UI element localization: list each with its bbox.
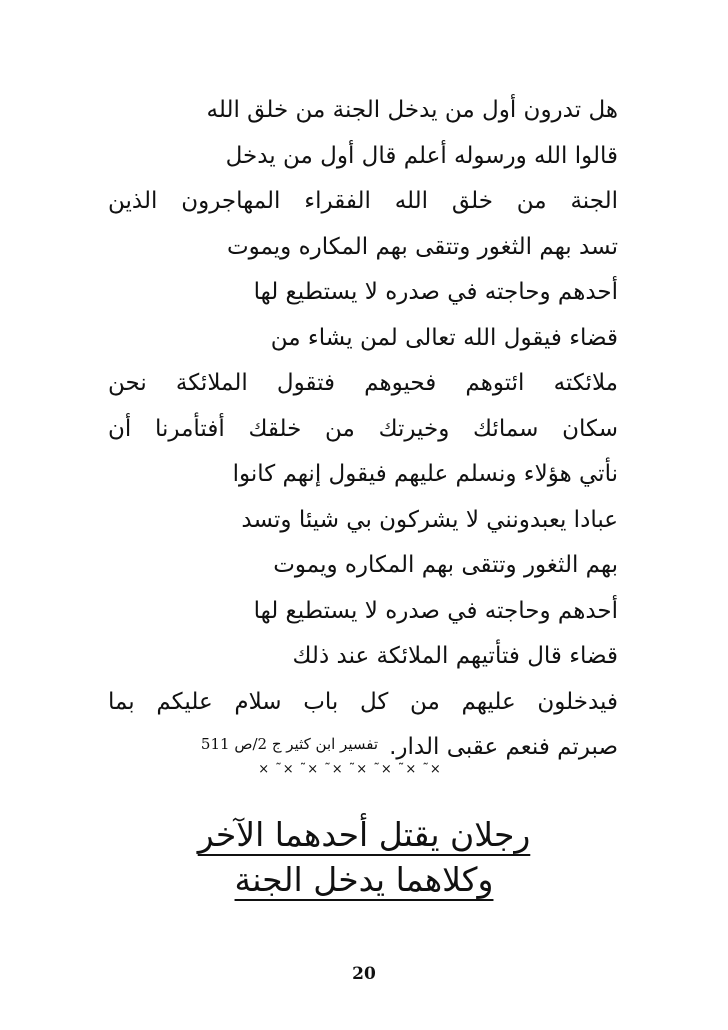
source-citation: تفسير ابن كثير ج 2/ص 511 xyxy=(200,735,378,753)
heading-text-1: رجلان يقتل أحدهما الآخر xyxy=(197,815,531,854)
text-line-7: ملائكته ائتوهم فحيوهم فتقول الملائكة نحن xyxy=(108,370,618,396)
section-heading-line-1 xyxy=(100,812,628,858)
hadith-text xyxy=(108,88,618,771)
text-line-4: تسد بهم الثغور وتتقى بهم المكاره ويموت xyxy=(226,233,618,260)
text-line-5: أحدهم وحاجته في صدره لا يستطيع لها xyxy=(253,279,618,305)
text-line-10: عبادا يعبدونني لا يشركون بي شيئا وتسد xyxy=(241,506,618,533)
text-line-12: أحدهم وحاجته في صدره لا يستطيع لها xyxy=(253,597,618,624)
text-line-9: نأتي هؤلاء ونسلم عليهم فيقول إنهم كانوا xyxy=(232,461,618,487)
text-line-15: صبرتم فنعم عقبى الدار. xyxy=(389,734,618,760)
section-divider: × ˜× ˜× ˜× ˜× ˜× ˜× ˜× xyxy=(258,762,442,777)
text-line-8: سكان سمائك وخيرتك من خلقك أفتأمرنا أن xyxy=(108,415,618,442)
text-line-2: قالوا الله ورسوله أعلم قال أول من يدخل xyxy=(225,142,618,169)
section-heading-line-2 xyxy=(100,857,628,903)
text-line-3: الجنة من خلق الله الفقراء المهاجرون الذين xyxy=(108,188,618,214)
text-line-11: بهم الثغور وتتقى بهم المكاره ويموت xyxy=(273,552,618,578)
heading-text-2: وكلاهما يدخل الجنة xyxy=(234,860,494,899)
text-line-1: هل تدرون أول من يدخل الجنة من خلق الله xyxy=(206,97,618,123)
page-number: 20 xyxy=(352,964,376,984)
text-line-14: فيدخلون عليهم من كل باب سلام عليكم بما xyxy=(108,688,618,715)
text-line-6: قضاء فيقول الله تعالى لمن يشاء من xyxy=(270,324,618,351)
text-line-13: قضاء قال فتأتيهم الملائكة عند ذلك xyxy=(292,643,618,669)
